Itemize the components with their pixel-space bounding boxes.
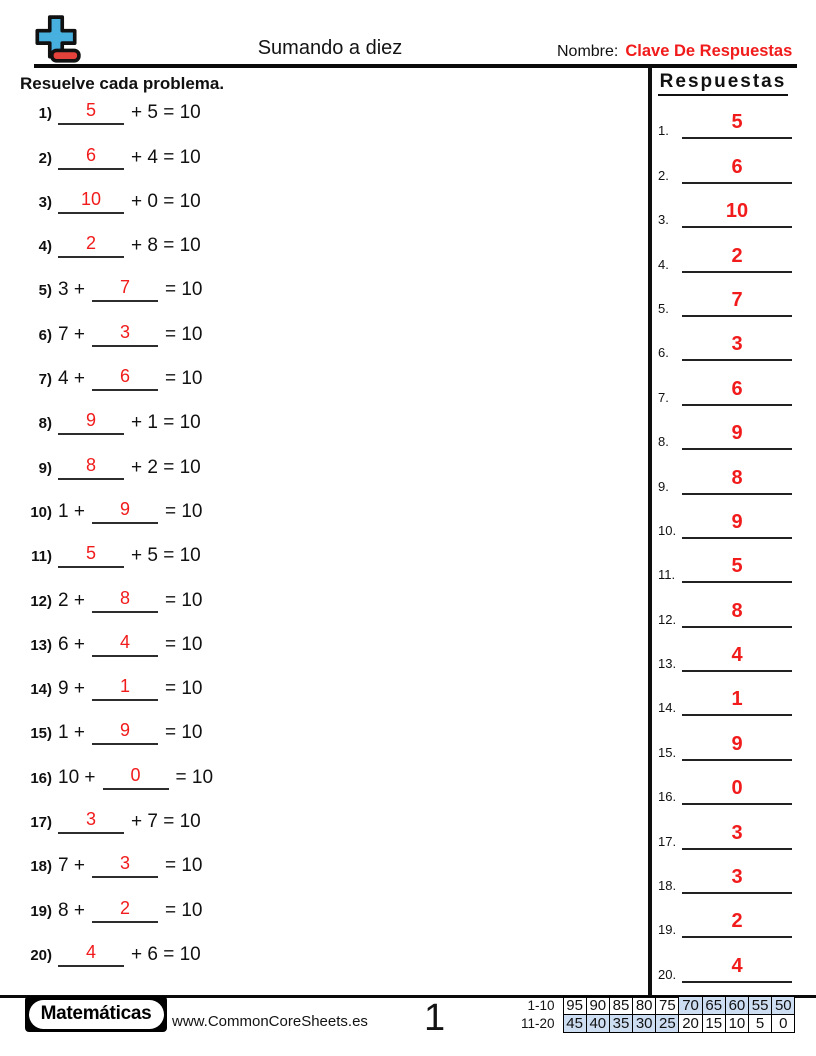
answer-line [682, 910, 792, 938]
score-cell: 30 [633, 1015, 656, 1033]
blank-answer-value: 9 [119, 498, 130, 519]
problem-number: 16) [30, 769, 52, 787]
answer-row [656, 184, 792, 228]
answer-blank [58, 454, 124, 480]
problem-pre-text: 1 + [58, 500, 85, 522]
answer-line [682, 200, 792, 228]
score-cell: 55 [749, 997, 772, 1015]
answer-blank [92, 897, 158, 923]
problem-number: 6) [38, 326, 52, 344]
brand-badge [25, 996, 167, 1032]
answer-blank [58, 542, 124, 568]
answer-row [656, 139, 792, 183]
answer-value: 3 [731, 866, 743, 889]
problem-post-text: + 5 = 10 [131, 102, 201, 124]
answers-list [656, 95, 792, 983]
score-cell: 70 [679, 997, 702, 1015]
problem-pre-text: 2 + [58, 589, 85, 611]
blank-answer-value: 9 [85, 410, 96, 431]
blank-answer-value: 6 [119, 366, 130, 387]
problem-number: 12) [30, 592, 52, 610]
blank-answer-value: 4 [119, 631, 130, 652]
problem-row [20, 923, 620, 967]
problem-row [20, 878, 620, 922]
score-cell: 95 [563, 997, 586, 1015]
score-cell: 80 [633, 997, 656, 1015]
answer-value: 3 [731, 333, 743, 356]
answer-line [682, 866, 792, 894]
score-cell: 65 [702, 997, 725, 1015]
problem-row [20, 657, 620, 701]
answer-row [656, 583, 792, 627]
blank-answer-value: 7 [119, 277, 130, 298]
score-table-row [503, 997, 795, 1015]
problem-row [20, 81, 620, 125]
blank-answer-value: 9 [119, 720, 130, 741]
answer-line [682, 511, 792, 539]
score-cell: 20 [679, 1015, 702, 1033]
answer-row [656, 317, 792, 361]
answer-line [682, 822, 792, 850]
problem-pre-text: 8 + [58, 899, 85, 921]
answer-line [682, 688, 792, 716]
problem-number: 1) [38, 105, 52, 123]
blank-answer-value: 2 [119, 897, 130, 918]
answer-number: 15. [658, 744, 677, 760]
answer-value: 6 [731, 155, 743, 178]
problem-row [20, 170, 620, 214]
answers-heading [648, 71, 798, 96]
blank-answer-value: 8 [119, 587, 130, 608]
answer-blank [58, 232, 124, 258]
score-cell: 85 [609, 997, 632, 1015]
answer-number: 18. [658, 878, 677, 894]
answer-value: 9 [731, 732, 743, 755]
answer-number: 16. [658, 789, 677, 805]
answer-blank [92, 719, 158, 745]
answer-row [656, 406, 792, 450]
page-number: 1 [424, 997, 446, 1039]
name-row [557, 42, 792, 61]
problem-row [20, 258, 620, 302]
problem-number: 15) [30, 725, 52, 743]
problem-post-text: = 10 [164, 500, 203, 522]
answer-value: 2 [731, 910, 743, 933]
answer-blank [92, 321, 158, 347]
instructions-text: Resuelve cada problema. [20, 74, 225, 93]
problem-post-text: = 10 [164, 368, 203, 390]
problem-number: 17) [30, 814, 52, 832]
answer-value: 7 [731, 288, 743, 311]
answer-line [682, 777, 792, 805]
problem-post-text: + 2 = 10 [131, 456, 201, 478]
score-table-row [503, 1015, 795, 1033]
score-cell: 60 [725, 997, 748, 1015]
problem-row [20, 790, 620, 834]
answer-line [682, 955, 792, 983]
answer-row [656, 761, 792, 805]
problem-number: 7) [38, 371, 52, 389]
answer-blank [58, 188, 124, 214]
answer-value: 5 [731, 555, 743, 578]
problem-post-text: + 4 = 10 [131, 146, 201, 168]
problem-post-text: + 1 = 10 [131, 412, 201, 434]
answer-row [656, 273, 792, 317]
problem-pre-text: 7 + [58, 855, 85, 877]
answer-number: 5. [658, 300, 669, 316]
problem-pre-text: 7 + [58, 323, 85, 345]
answer-blank [92, 631, 158, 657]
answer-blank [92, 365, 158, 391]
worksheet-title: Sumando a diez [257, 37, 403, 59]
answer-line [682, 600, 792, 628]
score-cell: 40 [586, 1015, 609, 1033]
problem-post-text: + 6 = 10 [131, 943, 201, 965]
answer-line [682, 422, 792, 450]
problems-list [20, 81, 620, 967]
answer-value: 4 [731, 644, 743, 667]
problem-number: 18) [30, 858, 52, 876]
answer-number: 14. [658, 700, 677, 716]
problem-number: 2) [38, 149, 52, 167]
answer-number: 4. [658, 256, 669, 272]
blank-answer-value: 1 [119, 676, 130, 697]
answer-blank [92, 852, 158, 878]
blank-answer-value: 4 [85, 941, 96, 962]
problem-pre-text: 9 + [58, 678, 85, 700]
problem-post-text: + 7 = 10 [131, 811, 201, 833]
name-label: Nombre: [557, 43, 619, 60]
problem-row [20, 701, 620, 745]
score-cell: 50 [772, 997, 795, 1015]
column-separator [648, 67, 652, 996]
problem-post-text: = 10 [164, 633, 203, 655]
problem-number: 5) [38, 282, 52, 300]
answer-row [656, 672, 792, 716]
answer-blank [92, 276, 158, 302]
answer-blank [92, 675, 158, 701]
blank-answer-value: 8 [85, 454, 96, 475]
problem-post-text: + 0 = 10 [131, 190, 201, 212]
problem-row [20, 480, 620, 524]
score-cell: 45 [563, 1015, 586, 1033]
answer-line [682, 289, 792, 317]
name-value: Clave De Respuestas [625, 42, 793, 60]
answer-line [682, 333, 792, 361]
answer-value: 2 [731, 244, 743, 267]
answer-blank [58, 941, 124, 967]
blank-answer-value: 3 [119, 853, 130, 874]
answer-blank [58, 409, 124, 435]
answer-number: 1. [658, 123, 669, 139]
problem-row [20, 568, 620, 612]
answer-value: 1 [731, 688, 743, 711]
blank-answer-value: 10 [80, 188, 102, 209]
answer-row [656, 850, 792, 894]
brand-pill [29, 1000, 164, 1029]
problem-post-text: = 10 [164, 678, 203, 700]
problem-post-text: = 10 [175, 766, 214, 788]
answer-line [682, 245, 792, 273]
score-cell: 10 [725, 1015, 748, 1033]
answer-value: 10 [725, 200, 749, 223]
problem-number: 10) [30, 503, 52, 521]
answer-row [656, 361, 792, 405]
answer-value: 5 [731, 111, 743, 134]
answer-row [656, 539, 792, 583]
problem-row [20, 834, 620, 878]
blank-answer-value: 5 [85, 543, 96, 564]
problem-number: 8) [38, 415, 52, 433]
answer-row [656, 628, 792, 672]
answer-row [656, 805, 792, 849]
header-rule [34, 64, 797, 68]
answer-number: 3. [658, 212, 669, 228]
answer-row [656, 95, 792, 139]
score-row-label: 1-10 [527, 998, 555, 1013]
site-url: www.CommonCoreSheets.es [172, 1013, 368, 1030]
answer-number: 17. [658, 833, 677, 849]
answer-blank [58, 144, 124, 170]
answer-number: 11. [658, 567, 676, 583]
score-cell: 25 [656, 1015, 679, 1033]
answer-number: 7. [658, 389, 669, 405]
score-cell: 5 [749, 1015, 772, 1033]
answer-value: 8 [731, 466, 743, 489]
brand-label: Matemáticas [40, 1003, 152, 1024]
problem-pre-text: 6 + [58, 633, 85, 655]
answer-line [682, 644, 792, 672]
answer-number: 20. [658, 966, 677, 982]
problem-number: 4) [38, 238, 52, 256]
problem-post-text: = 10 [164, 722, 203, 744]
answer-line [682, 467, 792, 495]
answers-heading-label: Respuestas [658, 71, 789, 96]
answer-line [682, 156, 792, 184]
answer-number: 2. [658, 167, 669, 183]
answer-row [656, 228, 792, 272]
answer-row [656, 894, 792, 938]
answer-blank [103, 764, 169, 790]
answer-row [656, 495, 792, 539]
answer-value: 3 [731, 821, 743, 844]
answer-number: 12. [658, 611, 677, 627]
answer-blank [58, 808, 124, 834]
answer-number: 19. [658, 922, 677, 938]
problem-row [20, 524, 620, 568]
problem-number: 20) [30, 946, 52, 964]
answer-number: 13. [658, 656, 677, 672]
problem-number: 14) [30, 681, 52, 699]
problem-row [20, 125, 620, 169]
problem-post-text: = 10 [164, 279, 203, 301]
problem-row [20, 613, 620, 657]
answer-value: 4 [731, 954, 743, 977]
problem-number: 9) [38, 459, 52, 477]
answer-value: 9 [731, 510, 743, 533]
answer-number: 8. [658, 434, 669, 450]
problem-pre-text: 3 + [58, 279, 85, 301]
blank-answer-value: 6 [85, 144, 96, 165]
problem-row [20, 347, 620, 391]
answer-line [682, 733, 792, 761]
answer-value: 0 [731, 777, 743, 800]
blank-answer-value: 5 [85, 100, 96, 121]
score-cell: 75 [656, 997, 679, 1015]
answer-line [682, 555, 792, 583]
blank-answer-value: 3 [85, 809, 96, 830]
problem-pre-text: 10 + [58, 766, 96, 788]
score-table [503, 996, 795, 1033]
problem-number: 19) [30, 902, 52, 920]
score-cell: 35 [609, 1015, 632, 1033]
problem-number: 3) [38, 193, 52, 211]
problem-row [20, 214, 620, 258]
score-cell: 15 [702, 1015, 725, 1033]
problem-pre-text: 4 + [58, 368, 85, 390]
problem-row [20, 745, 620, 789]
answer-number: 9. [658, 478, 669, 494]
answer-number: 10. [658, 522, 677, 538]
blank-answer-value: 3 [119, 321, 130, 342]
score-cell: 90 [586, 997, 609, 1015]
answer-line [682, 378, 792, 406]
answer-value: 6 [731, 377, 743, 400]
problem-row [20, 391, 620, 435]
problem-pre-text: 1 + [58, 722, 85, 744]
blank-answer-value: 0 [130, 764, 141, 785]
problem-row [20, 302, 620, 346]
blank-answer-value: 2 [85, 233, 96, 254]
answer-number: 6. [658, 345, 669, 361]
problem-post-text: + 5 = 10 [131, 545, 201, 567]
answer-value: 9 [731, 422, 743, 445]
answer-row [656, 716, 792, 760]
problem-number: 13) [30, 636, 52, 654]
problem-row [20, 435, 620, 479]
problem-post-text: + 8 = 10 [131, 235, 201, 257]
answer-blank [58, 99, 124, 125]
answer-value: 8 [731, 599, 743, 622]
problem-post-text: = 10 [164, 855, 203, 877]
answer-row [656, 450, 792, 494]
problem-post-text: = 10 [164, 899, 203, 921]
score-row-label: 11-20 [520, 1016, 555, 1031]
answer-line [682, 111, 792, 139]
answer-row [656, 938, 792, 982]
plus-minus-logo-icon [30, 14, 82, 66]
answer-blank [92, 587, 158, 613]
answer-blank [92, 498, 158, 524]
problem-number: 11) [31, 548, 52, 566]
score-cell: 0 [772, 1015, 795, 1033]
problem-post-text: = 10 [164, 323, 203, 345]
problem-post-text: = 10 [164, 589, 203, 611]
